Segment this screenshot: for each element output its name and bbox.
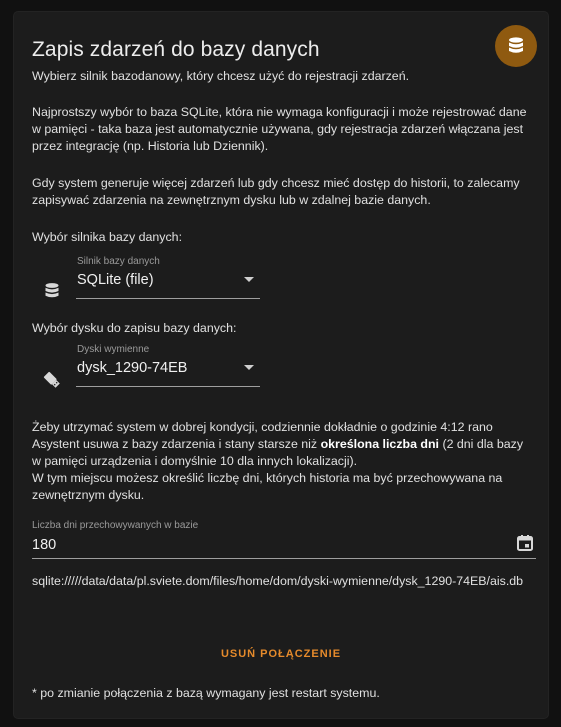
engine-field-label: Silnik bazy danych [77, 256, 160, 267]
chevron-down-icon [244, 365, 254, 370]
usb-flash-drive-icon [42, 370, 64, 392]
engine-value: SQLite (file) [77, 272, 154, 288]
external-info-text: Gdy system generuje więcej zdarzeń lub gdy chcesz mieć dostęp do historii, to zalecamy zapisywać zdarzenia na zewnętrznym dysku lub w zdalnej bazie danych. [32, 176, 520, 207]
database-icon [44, 282, 66, 304]
sqlite-info-text: Najprostszy wybór to baza SQLite, która nie wymaga konfiguracji i może rejestrować dane w pamięci - taka baza jest automatycznie używana, gdy rejestracja zdarzeń włączana jest przez integrację (np. Historia lub Dziennik). [32, 105, 527, 153]
calendar-icon[interactable] [516, 534, 534, 552]
chevron-down-icon [244, 277, 254, 282]
intro-text: Wybierz silnik bazodanowy, który chcesz użyć do rejestracji zdarzeń. [32, 69, 410, 83]
retention-days-value: 180 [32, 537, 57, 553]
engine-section-label: Wybór silnika bazy danych: [32, 230, 183, 244]
remove-connection-button[interactable]: USUŃ POŁĄCZENIE [220, 648, 342, 660]
recorder-card [14, 12, 548, 718]
retention-info-part2: (2 dni dla bazy w pamięci urządzenia i domyślnie 10 dla innych lokalizacji). [32, 437, 524, 468]
disk-select[interactable] [76, 344, 260, 387]
card-title: Zapis zdarzeń do bazy danych [32, 38, 320, 61]
database-icon [495, 25, 537, 67]
retention-days-label: Liczba dni przechowywanych w bazie [32, 520, 199, 531]
disk-field-label: Dyski wymienne [77, 344, 150, 355]
retention-info-part3: W tym miejscu możesz określić liczbę dni, których historia ma być przechowywana na zewnętrznym dysku. [32, 471, 503, 502]
retention-days-field[interactable] [32, 520, 536, 559]
retention-info-text [32, 419, 532, 504]
retention-info-bold: określona liczba dni [320, 437, 439, 451]
restart-footnote: * po zmianie połączenia z bazą wymagany jest restart systemu. [32, 686, 380, 700]
retention-info-part1: Żeby utrzymać system w dobrej kondycji, codziennie dokładnie o godzinie 4:12 rano Asystent usuwa z bazy zdarzenia i stany starsze niż [32, 420, 493, 451]
disk-value: dysk_1290-74EB [77, 360, 188, 376]
database-url-text: sqlite://///data/data/pl.sviete.dom/files/home/dom/dyski-wymienne/dysk_1290-74EB/ais.db [32, 574, 524, 588]
disk-section-label: Wybór dysku do zapisu bazy danych: [32, 321, 237, 335]
engine-select[interactable] [76, 256, 260, 299]
